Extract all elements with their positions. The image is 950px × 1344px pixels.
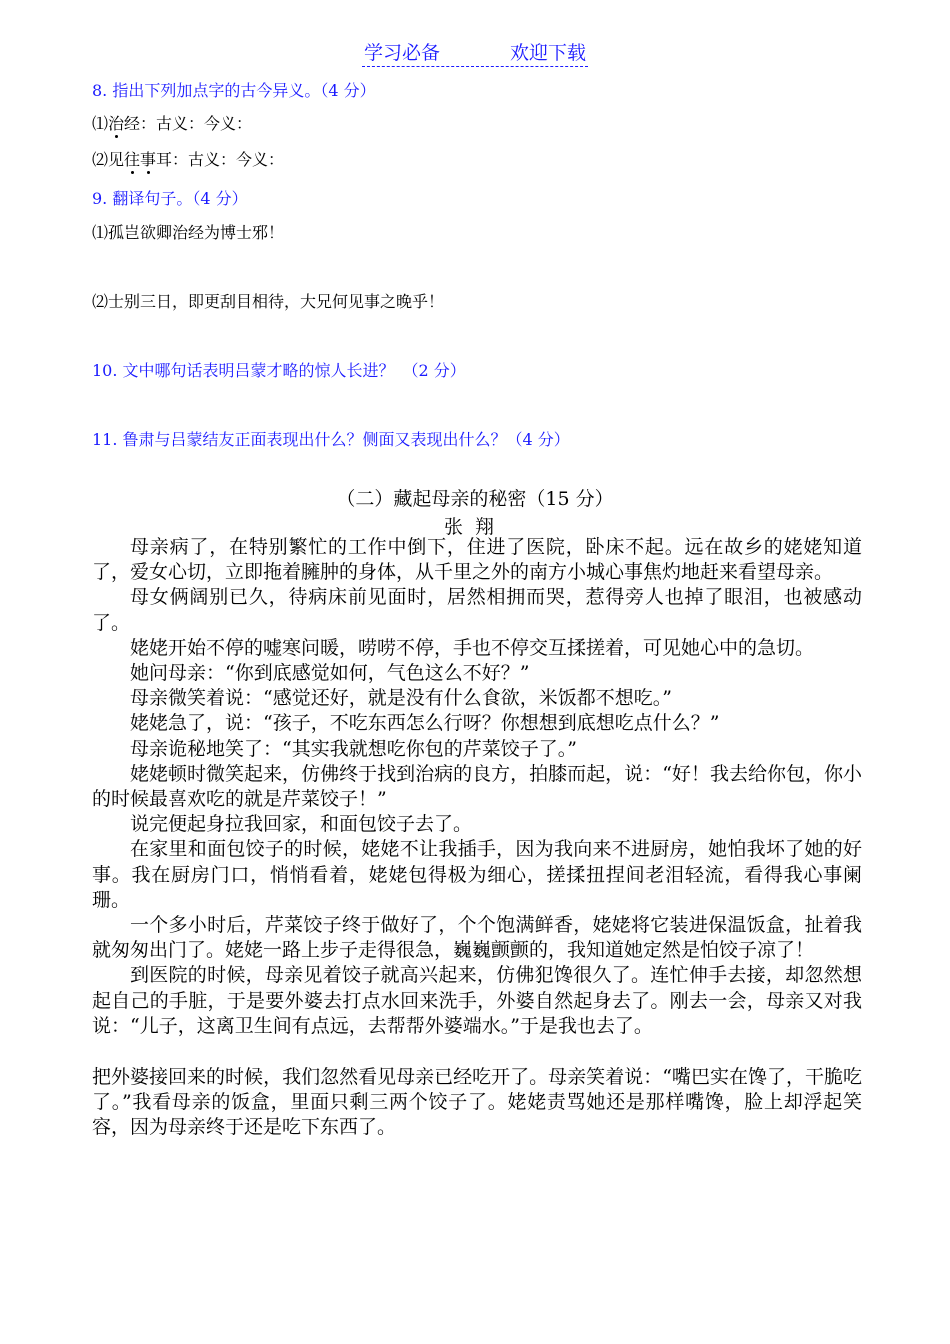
header-right-text: 欢迎下载 [510, 42, 587, 64]
item-2-rest: 耳：古义：今义： [156, 150, 285, 169]
paragraph: 一个多小时后，芹菜饺子终于做好了，个个饱满鲜香，姥姥将它装进保温饭盒，扯着我就匆匆出门了。姥姥一路上步子走得很急，巍巍颤颤的，我知道她定然是怕饺子凉了！ [92, 914, 862, 962]
paragraph: 在家里和面包饺子的时候，姥姥不让我插手，因为我向来不进厨房，她怕我坏了她的好事。我在厨房门口，悄悄看着，姥姥包得极为细心，搓揉扭捏间老泪轻流，看得我心事阑珊。 [92, 838, 862, 911]
item-2-prefix: ⑵见 [92, 150, 125, 169]
question-9-title: 9. 翻译句子。（4 分） [92, 189, 248, 208]
header-left-text: 学习必备 [363, 42, 440, 64]
paragraph: 姥姥急了，说：“孩子，不吃东西怎么行呀？你想想到底想吃点什么？” [130, 712, 720, 735]
question-10-title: 10. 文中哪句话表明吕蒙才略的惊人长进？ （2 分） [92, 361, 466, 380]
article-body [92, 535, 862, 1141]
paragraph: 母亲病了，在特别繁忙的工作中倒下，住进了医院，卧床不起。远在故乡的姥姥知道了，爱女心切，立即拖着臃肿的身体，从千里之外的南方小城心事焦灼地赶来看望母亲。 [92, 536, 862, 584]
question-8-title: 8. 指出下列加点字的古今异义。（4 分） [92, 81, 376, 100]
question-9-item-2: ⑵士别三日，即更刮目相待，大兄何见事之晚乎！ [92, 292, 445, 311]
item-1-rest: ：古义：今义： [140, 114, 253, 133]
page-header [0, 38, 950, 67]
plain-char: 经 [124, 114, 141, 133]
dotted-char: 往 [124, 150, 141, 169]
paragraph: 母亲微笑着说：“感觉还好，就是没有什么食欲，米饭都不想吃。” [130, 687, 672, 710]
question-9-item-1: ⑴孤岂欲卿治经为博士邪！ [92, 223, 285, 242]
item-1-prefix: ⑴ [92, 114, 109, 133]
paragraph: 说完便起身拉我回家，和面包饺子去了。 [130, 813, 473, 836]
article-author: 张翔 [443, 516, 506, 538]
question-8-item-2 [92, 147, 284, 170]
article-title: （二）藏起母亲的秘密（15 分） [336, 488, 614, 510]
question-11-title: 11. 鲁肃与吕蒙结友正面表现出什么？侧面又表现出什么？（4 分） [92, 430, 570, 449]
final-paragraph: 把外婆接回来的时候，我们忽然看见母亲已经吃开了。母亲笑着说：“嘴巴实在馋了，干脆吃了。”我看母亲的饭盒，里面只剩三两个饺子了。姥姥责骂她还是那样嘴馋，脸上却浮起笑容，因为母亲终于还是吃下东西了。 [92, 1066, 862, 1139]
header-banner [362, 38, 588, 67]
paragraph: 母女俩阔别已久，待病床前见面时，居然相拥而哭，惹得旁人也掉了眼泪，也被感动了。 [92, 586, 862, 634]
paragraph: 她问母亲：“你到底感觉如何，气色这么不好？” [130, 662, 530, 685]
paragraph: 姥姥顿时微笑起来，仿佛终于找到治病的良方，拍膝而起，说：“好！我去给你包，你小的时候最喜欢吃的就是芹菜饺子！” [92, 762, 862, 811]
paragraph: 到医院的时候，母亲见着饺子就高兴起来，仿佛犯馋很久了。连忙伸手去接，却忽然想起自己的手脏，于是要外婆去打点水回来洗手，外婆自然起身去了。刚去一会，母亲又对我说：“儿子，这离卫生间有点远，去帮帮外婆端水。”于是我也去了。 [92, 964, 862, 1037]
paragraph: 姥姥开始不停的嘘寒问暖，唠唠不停，手也不停交互揉搓着，可见她心中的急切。 [130, 636, 815, 659]
paragraph: 母亲诡秘地笑了：“其实我就想吃你包的芹菜饺子了。” [130, 737, 577, 760]
dotted-char: 事 [140, 150, 157, 169]
dotted-char: 治 [108, 114, 125, 133]
question-8-item-1 [92, 111, 252, 134]
